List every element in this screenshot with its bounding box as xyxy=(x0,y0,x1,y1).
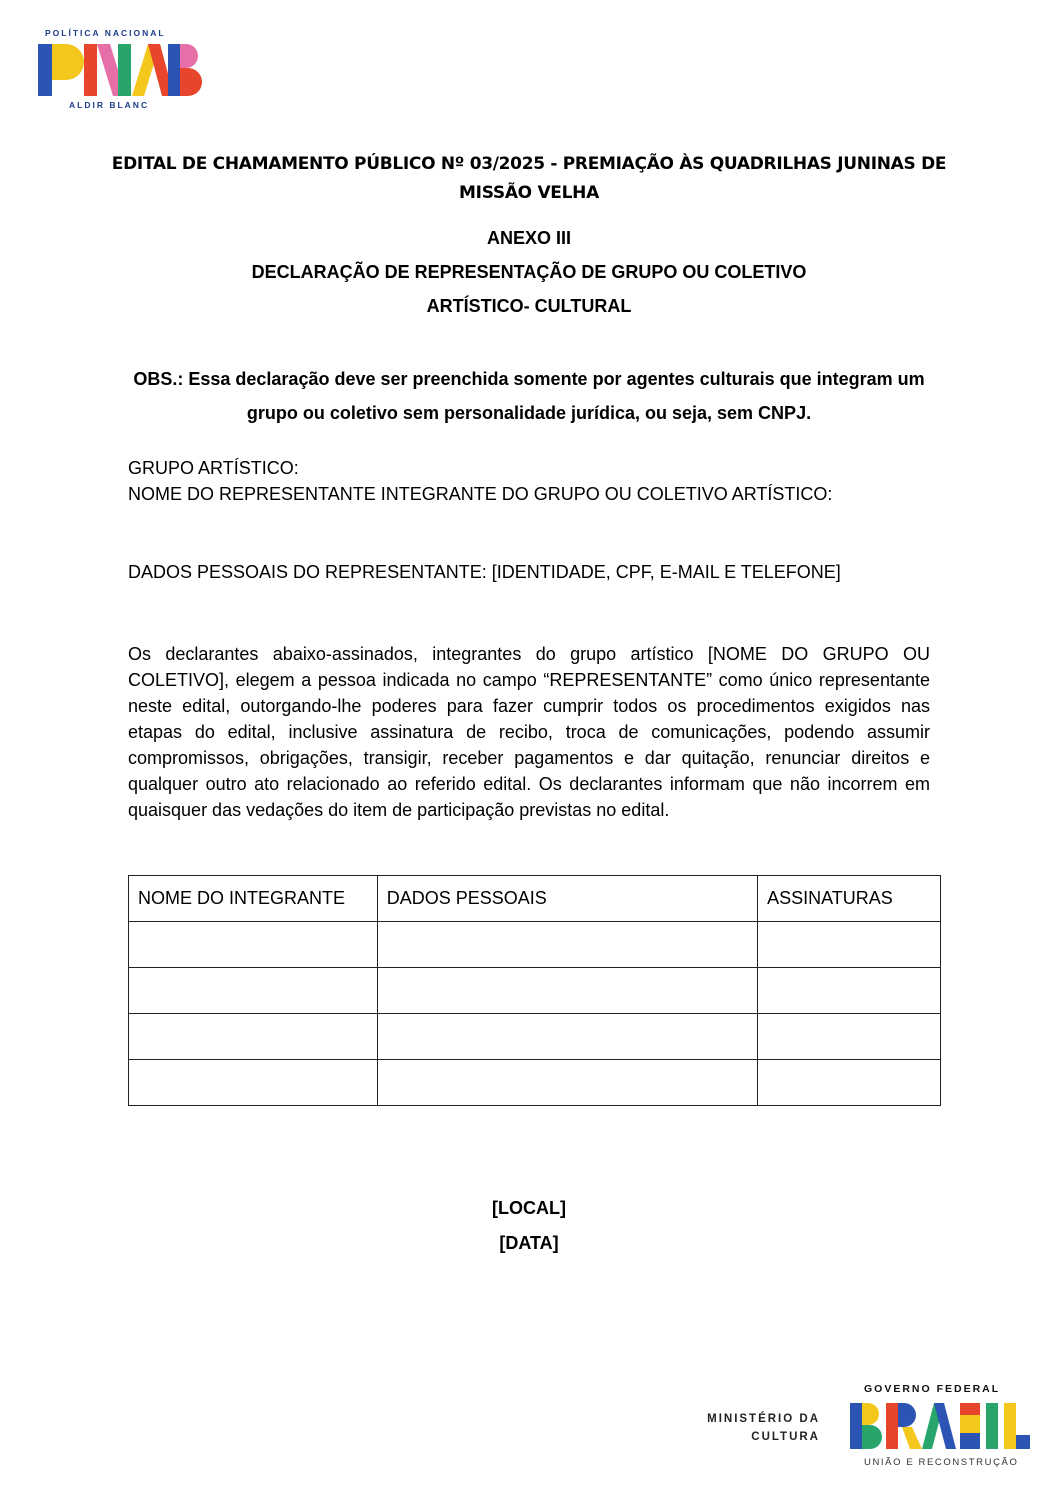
table-cell xyxy=(758,1014,941,1060)
table-cell xyxy=(377,1014,757,1060)
table-cell xyxy=(129,922,378,968)
table-cell xyxy=(129,968,378,1014)
table-header-row xyxy=(129,876,941,922)
col-header-name: NOME DO INTEGRANTE xyxy=(129,876,378,922)
col-header-signatures: ASSINATURAS xyxy=(758,876,941,922)
table-row xyxy=(129,1060,941,1106)
edital-title: EDITAL DE CHAMAMENTO PÚBLICO Nº 03/2025 - PREMIAÇÃO ÀS QUADRILHAS JUNINAS DE MISSÃO VELHA xyxy=(111,154,947,203)
table-cell xyxy=(377,968,757,1014)
pnab-logo xyxy=(36,28,202,114)
annex-heading: ANEXO III xyxy=(486,228,571,248)
table-cell xyxy=(377,1060,757,1106)
brasil-word-graphic xyxy=(848,1399,1032,1455)
ministry-of-culture-logo xyxy=(694,1410,820,1446)
table-cell xyxy=(129,1014,378,1060)
table-row xyxy=(129,922,941,968)
ministry-line2: CULTURA xyxy=(751,1431,820,1443)
obs-note: OBS.: Essa declaração deve ser preenchida somente por agentes culturais que integram um grupo ou coletivo sem personalidade jurídica, ou seja, sem CNPJ. xyxy=(133,369,925,423)
pnab-caption-bottom: ALDIR BLANC xyxy=(69,100,150,110)
table-row xyxy=(129,968,941,1014)
group-field-label: GRUPO ARTÍSTICO: xyxy=(128,458,299,478)
table-row xyxy=(129,1014,941,1060)
table-cell xyxy=(377,922,757,968)
governo-federal-logo xyxy=(848,1383,1032,1473)
gov-bottom-text: UNIÃO E RECONSTRUÇÃO xyxy=(864,1457,1019,1468)
table-cell xyxy=(129,1060,378,1106)
gov-top-text: GOVERNO FEDERAL xyxy=(864,1383,1001,1395)
declaration-body: Os declarantes abaixo-assinados, integrantes do grupo artístico [NOME DO GRUPO OU COLETIVO], elegem a pessoa indicada no campo “REPRESENTANTE” como único representante neste edital, outorgando-lhe poderes para fazer cumprir todos os procedimentos exigidos nas etapas do edital, inclusive assinatura de recibo, troca de comunicações, podendo assumir compromissos, obrigações, transigir, receber pagamentos e dar quitação, renunciar direitos e qualquer outro ato relacionado ao referido edital. Os declarantes informam que não incorrem em quaisquer das vedações do item de participação previstas no edital. xyxy=(128,644,930,820)
col-header-personal-data: DADOS PESSOAIS xyxy=(377,876,757,922)
personal-data-label: DADOS PESSOAIS DO REPRESENTANTE: [IDENTIDADE, CPF, E-MAIL E TELEFONE] xyxy=(128,562,841,582)
table-cell xyxy=(758,968,941,1014)
date-placeholder: [DATA] xyxy=(499,1233,559,1253)
pnab-letters-graphic xyxy=(36,40,202,100)
declaration-heading-line1: DECLARAÇÃO DE REPRESENTAÇÃO DE GRUPO OU COLETIVO xyxy=(251,262,807,282)
pnab-caption-top: POLÍTICA NACIONAL xyxy=(45,28,166,38)
ministry-line1: MINISTÉRIO DA xyxy=(707,1413,820,1425)
table-cell xyxy=(758,922,941,968)
members-table xyxy=(128,875,941,1106)
declaration-heading-line2: ARTÍSTICO- CULTURAL xyxy=(426,296,632,316)
local-placeholder: [LOCAL] xyxy=(492,1198,566,1218)
table-cell xyxy=(758,1060,941,1106)
representative-name-label: NOME DO REPRESENTANTE INTEGRANTE DO GRUPO OU COLETIVO ARTÍSTICO: xyxy=(128,484,833,504)
